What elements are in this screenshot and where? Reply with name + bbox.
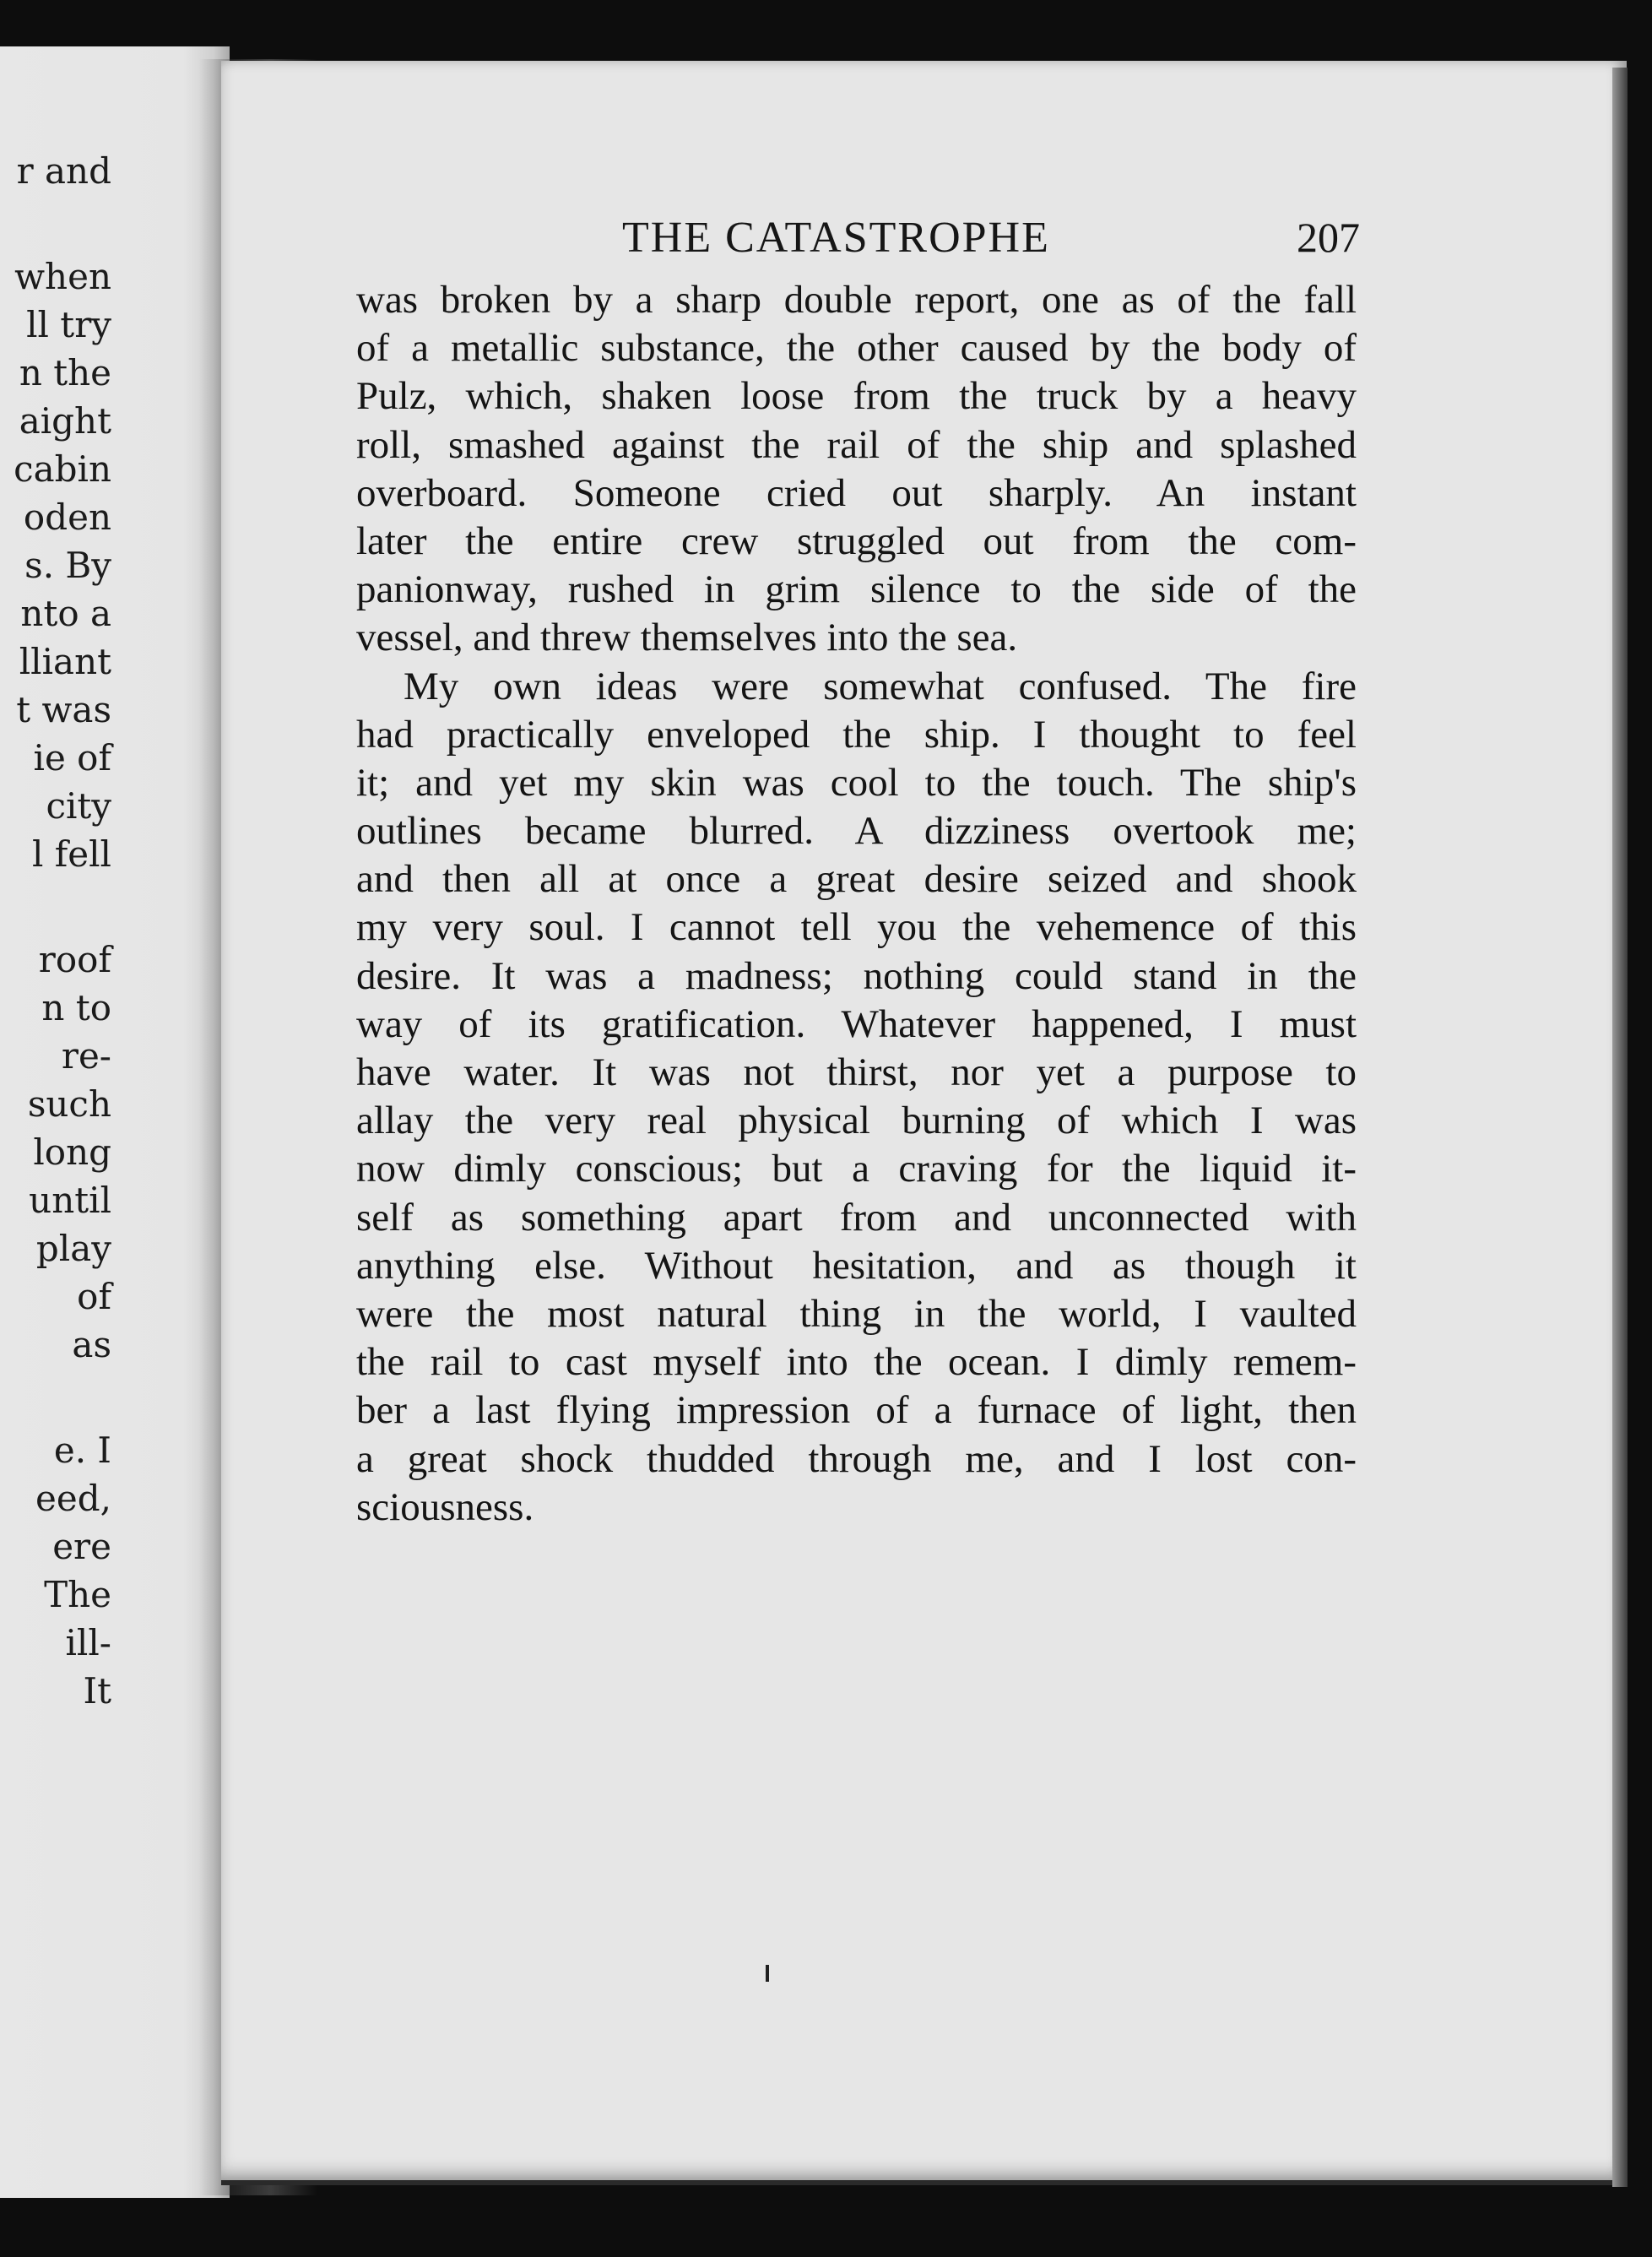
text-line: Pulz, which, shaken loose from the truck by a heavy xyxy=(356,374,1357,419)
left-page-text-fragment: eed, xyxy=(35,1478,111,1519)
text-line: was broken by a sharp double report, one as of the fall xyxy=(356,278,1357,322)
left-page-text-fragment: nto a xyxy=(20,593,111,634)
text-line: of a metallic substance, the other caused by the body of xyxy=(356,326,1357,371)
left-page-text-fragment: ill- xyxy=(65,1622,111,1663)
left-page-text-fragment: cabin xyxy=(14,448,111,490)
text-line: ber a last flying impression of a furnace of light, then xyxy=(356,1388,1357,1433)
text-line: My own ideas were somewhat confused. The fire xyxy=(404,664,1357,708)
text-line: allay the very real physical burning of which I was xyxy=(356,1099,1357,1143)
text-line: roll, smashed against the rail of the ship and splashed xyxy=(356,422,1357,467)
text-line: overboard. Someone cried out sharply. An instant xyxy=(356,470,1357,515)
left-page-text-fragment: r and xyxy=(16,150,111,192)
left-page-text-fragment: aight xyxy=(19,400,111,442)
text-line: desire. It was a madness; nothing could stand in the xyxy=(356,953,1357,998)
current-page xyxy=(221,61,1627,2185)
text-line: anything else. Without hesitation, and as though it xyxy=(356,1243,1357,1288)
body-text xyxy=(356,276,1357,1532)
text-line: vessel, and threw themselves into the sea. xyxy=(356,616,1018,660)
left-page-text-fragment: roof xyxy=(38,939,111,980)
printer-mark xyxy=(766,1965,769,1982)
text-line: a great shock thudded through me, and I lost con- xyxy=(356,1436,1357,1481)
running-head xyxy=(221,213,1627,280)
page-number: 207 xyxy=(1297,214,1360,261)
left-page-text-fragment: l fell xyxy=(31,833,111,875)
left-page-text-fragment: n the xyxy=(19,352,111,393)
left-page-text-fragment: It xyxy=(83,1670,111,1712)
text-line: and then all at once a great desire seized and shook xyxy=(356,857,1357,902)
text-line: the rail to cast myself into the ocean. I dimly remem- xyxy=(356,1340,1357,1385)
running-title: THE CATASTROPHE xyxy=(622,214,1050,262)
left-page-text-fragment: ie of xyxy=(33,737,111,779)
left-page-text-fragment: until xyxy=(29,1180,111,1221)
page-edge xyxy=(1612,68,1628,2187)
left-page-text-fragment: play xyxy=(35,1228,111,1269)
left-page-text-fragment: e. I xyxy=(53,1430,111,1471)
left-page-text-fragment: ll try xyxy=(26,304,111,345)
left-page-text-fragment: as xyxy=(72,1324,111,1365)
text-line: later the entire crew struggled out from the com- xyxy=(356,518,1357,563)
left-page-text-fragment: long xyxy=(33,1131,111,1173)
left-page-text-fragment: The xyxy=(44,1574,111,1615)
left-page-text-fragment: oden xyxy=(23,496,111,538)
text-line: panionway, rushed in grim silence to the side of the xyxy=(356,567,1357,612)
text-line: way of its gratification. Whatever happened, I must xyxy=(356,1001,1357,1046)
left-page-text-fragment: lliant xyxy=(19,641,111,682)
left-page-text-fragment: of xyxy=(77,1276,111,1317)
text-line: now dimly conscious; but a craving for the liquid it- xyxy=(356,1147,1357,1191)
left-page-text-fragment: s. By xyxy=(24,545,111,586)
text-line: sciousness. xyxy=(356,1484,534,1529)
left-page-text-fragment: such xyxy=(27,1083,111,1125)
text-line: were the most natural thing in the world, I vaulted xyxy=(356,1291,1357,1336)
text-line: had practically enveloped the ship. I thought to feel xyxy=(356,712,1357,757)
left-page-text-fragment: city xyxy=(46,785,111,827)
left-page-text-fragment: re- xyxy=(61,1035,111,1077)
text-line: it; and yet my skin was cool to the touch. The ship's xyxy=(356,760,1357,805)
text-line: my very soul. I cannot tell you the vehemence of this xyxy=(356,905,1357,950)
left-page-text-fragment: n to xyxy=(41,987,111,1028)
text-line: self as something apart from and unconnected with xyxy=(356,1195,1357,1240)
previous-page xyxy=(0,46,230,2198)
left-page-text-fragment: ere xyxy=(52,1526,111,1567)
text-line: have water. It was not thirst, nor yet a purpose to xyxy=(356,1050,1357,1094)
left-page-text-fragment: when xyxy=(14,256,111,297)
left-page-text-fragment: t was xyxy=(16,689,111,730)
text-line: outlines became blurred. A dizziness overtook me; xyxy=(356,809,1357,854)
